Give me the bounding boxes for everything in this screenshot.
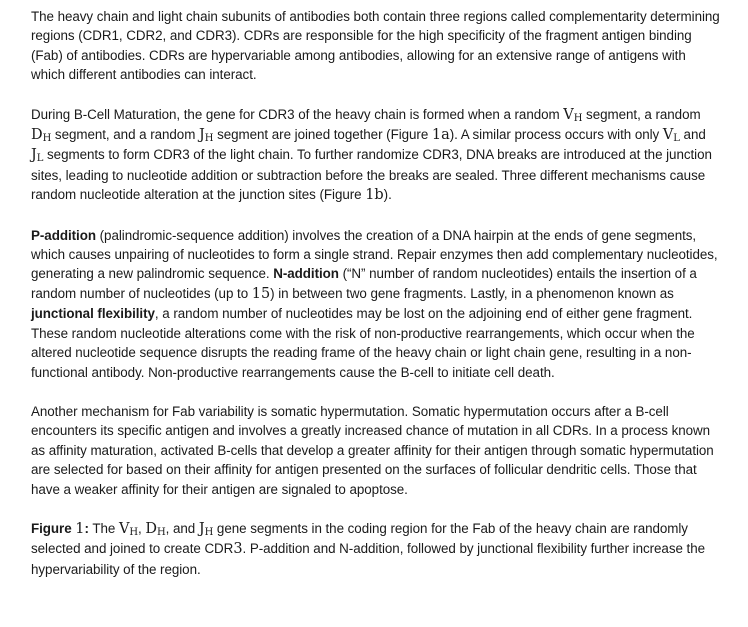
math-main: D — [31, 127, 43, 144]
text-run: , — [138, 520, 146, 536]
math-main: J — [31, 147, 37, 164]
math-subscript: H — [204, 526, 214, 538]
math-vh — [563, 107, 582, 123]
math-subscript: H — [129, 526, 139, 538]
figure-caption — [31, 519, 721, 579]
text-run: ). A similar process occurs with only — [449, 127, 663, 143]
figure-label-text: Figure — [31, 520, 76, 536]
math-subscript: H — [204, 133, 214, 145]
text-run: During B-Cell Maturation, the gene for CDR3 of the heavy chain is formed when a random — [31, 106, 564, 122]
figure-ref-1a: 1a — [431, 127, 450, 144]
math-jl — [31, 147, 43, 163]
text-run: segment are joined together (Figure — [213, 127, 432, 143]
math-subscript: L — [36, 153, 44, 165]
term-junctional-flexibility: junctional flexibility — [31, 306, 155, 322]
text-run: , a random number of nucleotides may be lost on the adjoining end of either gene fragment. These random nucleotide alterations come with the risk of non-productive rearrangements, which occur when the altered nucleotide sequence disrupts the reading frame of the heavy chain or light chain gene, resulting in a non-functional antibody. Non-productive rearrangements cause the B-cell to initiate cell death. — [31, 306, 695, 380]
figure-label-colon: : — [84, 520, 89, 536]
number-15: 15 — [251, 285, 271, 302]
document-body — [31, 7, 721, 579]
text-run: ) in between two gene fragments. Lastly, in a phenomenon known as — [270, 285, 674, 301]
math-main: V — [662, 127, 674, 144]
math-main: J — [198, 520, 205, 537]
term-n-addition: N-addition — [273, 266, 339, 282]
text-run: The — [88, 520, 119, 536]
paragraph-b-cell-maturation — [31, 105, 721, 206]
term-p-addition: P-addition — [31, 227, 96, 243]
math-dh — [31, 127, 51, 143]
paragraph-cdr-intro — [31, 7, 721, 85]
math-main: V — [563, 106, 574, 123]
math-jh — [199, 521, 213, 537]
figure-number: 1 — [75, 520, 85, 537]
math-main: D — [145, 520, 157, 537]
math-jh — [199, 127, 213, 143]
text-run: . P-addition and N-addition, followed by junctional flexibility further increase the hypervariability of the region. — [31, 541, 705, 577]
math-subscript: L — [673, 133, 680, 145]
text-run: ). — [383, 187, 392, 203]
text-run: segments to form CDR3 of the light chain. To further randomize CDR3, DNA breaks are introduced at the junction sites, leading to nucleotide addition or subtraction before the breaks are sealed. Three different mechanisms cause random nucleotide alteration at the junction sites (Figure — [31, 147, 712, 203]
text-run: segment, a random — [582, 106, 701, 122]
number-3: 3 — [233, 541, 243, 558]
math-vh — [119, 521, 138, 537]
math-dh — [145, 521, 165, 537]
text-run: gene segments in the coding region for the Fab of the heavy chain are randomly selected and joined to create CDR — [31, 520, 688, 557]
math-subscript: H — [573, 112, 583, 124]
paragraph-somatic-hypermutation — [31, 402, 721, 499]
text-run: segment, and a random — [51, 127, 199, 143]
paragraph-text: The heavy chain and light chain subunits of antibodies both contain three regions called complementarity determining regions (CDR1, CDR2, and CDR3). CDRs are responsible for the high specificity of the fragment antigen binding (Fab) of antibodies. CDRs are hypervariable among antibodies, allowing for an extensive range of antigens with which different antibodies can interact. — [31, 9, 720, 83]
math-main: V — [118, 520, 130, 537]
text-run: , and — [165, 520, 199, 536]
text-run: (“N” number of random nucleotides) entails the insertion of a random number of nucleotides (up to — [31, 266, 697, 301]
math-vl — [663, 127, 680, 143]
figure-label — [31, 521, 89, 536]
paragraph-text: Another mechanism for Fab variability is somatic hypermutation. Somatic hypermutation occurs after a B-cell encounters its specific antigen and involves a greatly increased chance of mutation in all CDRs. In a process known as affinity maturation, activated B-cells that develop a greater affinity for their antigen through somatic hypermutation are selected for based on their affinity for antigen presented on the surfaces of follicular dendritic cells. Those that have a weaker affinity for their antigen are signaled to apoptose. — [31, 403, 714, 497]
math-main: J — [198, 127, 205, 144]
figure-ref-1b: 1b — [365, 187, 384, 204]
text-run: and — [679, 127, 706, 143]
math-subscript: H — [42, 133, 52, 145]
math-subscript: H — [156, 526, 166, 538]
paragraph-nucleotide-alteration — [31, 226, 721, 382]
text-run: (palindromic-sequence addition) involves the creation of a DNA hairpin at the ends of gene segments, which causes unpairing of nucleotides to form a single strand. Repair enzymes then add complementary nucleotides, generating a new palindromic sequence. — [31, 227, 718, 282]
